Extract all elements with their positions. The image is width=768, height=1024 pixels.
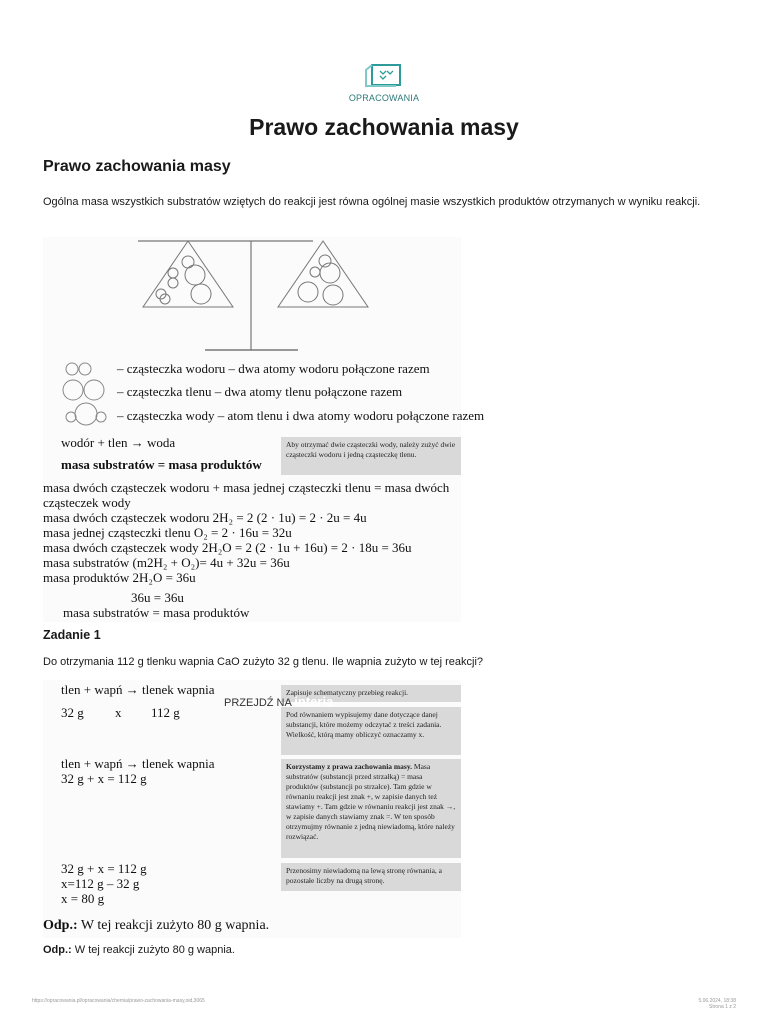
value-oxide: 112 g — [151, 705, 180, 720]
equation-line: masa substratów (m2H₂ + O₂)= 4u + 32u = 36u — [43, 555, 290, 570]
answer-label: Odp.: — [43, 918, 78, 933]
equation-line: masa dwóch cząsteczek wody 2H₂O = 2 (2 · 1u + 16u) = 2 · 18u = 36u — [43, 540, 412, 555]
note-box: Aby otrzymać dwie cząsteczki wody, należy zużyć dwie cząsteczki wodoru i jedną cząsteczkę tlenu. — [281, 437, 461, 475]
note-text: Masa substratów (substancji przed strzałką) = masa produktów (substancji po strzałce). Tam gdzie w równaniu reakcji jest znak +, w zapisie danych też stawiamy +. Tam gdzie w równaniu reakcji jest znak →, w zapisie danych stawiamy znak =. W ten sposób otrzymujmy równanie z jedną niewiadomą, które należy rozwiązać. — [286, 762, 456, 841]
opracowania-logo-icon — [362, 62, 406, 88]
equation-line: masa substratów = masa produktów — [63, 605, 250, 620]
equation-line: 32 g + x = 112 g — [61, 861, 147, 876]
overlay-label: PRZEJDŹ NA — [224, 697, 292, 709]
value-oxygen: 32 g — [61, 705, 84, 720]
legend-water: – cząsteczka wody – atom tlenu i dwa atomy wodoru połączone razem — [117, 408, 485, 423]
equation-line: 36u = 36u — [131, 590, 184, 605]
footer-meta — [698, 998, 736, 1010]
note-box: Pod równaniem wypisujemy dane dotyczące danej substancji, które możemy odczytać z treści zadania. Wielkość, którą mamy obliczyć oznaczamy x. — [281, 707, 461, 755]
value-x: x — [115, 705, 122, 720]
water-molecule-icon — [61, 401, 113, 427]
equation-line: 32 g + x = 112 g — [61, 771, 147, 786]
answer-label: Odp.: — [43, 944, 72, 956]
footer-page: Strona 1 z 2 — [709, 1004, 736, 1010]
oxygen-molecule-icon — [61, 378, 113, 402]
page-title: Prawo zachowania masy — [249, 114, 519, 140]
answer-paragraph — [43, 942, 235, 958]
equation-line: x=112 g – 32 g — [61, 876, 140, 891]
figure-mass-conservation — [43, 237, 485, 622]
note-box: Zapisuje schematyczny przebieg reakcji. — [281, 685, 461, 702]
legend-oxygen: – cząsteczka tlenu – dwa atomy tlenu połączone razem — [117, 384, 403, 399]
figure-task-solution — [43, 680, 461, 938]
note-box — [281, 759, 461, 858]
mass-rule: masa substratów = masa produktów — [61, 457, 262, 472]
scan-answer — [43, 918, 269, 934]
brand-name: OPRACOWANIA — [348, 93, 420, 103]
reaction-line: tlen + wapń → tlenek wapnia — [61, 682, 215, 697]
answer-text: W tej reakcji zużyto 80 g wapnia. — [80, 918, 270, 933]
equation-line: masa jednej cząsteczki tlenu O₂ = 2 · 16u = 32u — [43, 525, 292, 540]
hydrogen-molecule-icon — [63, 362, 113, 376]
interia-overlay-link[interactable] — [224, 694, 333, 709]
reaction-line: tlen + wapń → tlenek wapnia — [61, 756, 215, 771]
equation-line: masa produktów 2H₂O = 36u — [43, 570, 196, 585]
footer-date: 5.06.2024, 18:38 — [698, 998, 736, 1004]
task-question: Do otrzymania 112 g tlenku wapnia CaO zużyto 32 g tlenu. Ile wapnia zużyto w tej reakcji? — [43, 656, 484, 668]
note-box: Przenosimy niewiadomą na lewą stronę równania, a pozostałe liczby na drugą stronę. — [281, 863, 461, 891]
task-heading: Zadanie 1 — [43, 628, 101, 642]
section-heading: Prawo zachowania masy — [43, 158, 231, 175]
answer-text: W tej reakcji zużyto 80 g wapnia. — [74, 944, 235, 956]
footer-url[interactable]: https://opracowania.pl/opracowania/chemia/prawo-zachowania-masy,oid,3065 — [32, 998, 205, 1004]
note-bold: Korzystamy z prawa zachowania masy. — [286, 762, 413, 771]
legend-hydrogen: – cząsteczka wodoru – dwa atomy wodoru połączone razem — [117, 361, 430, 376]
equation-line: masa dwóch cząsteczek wodoru + masa jednej cząsteczki tlenu = masa dwóch — [43, 480, 450, 495]
equation-line: x = 80 g — [61, 891, 105, 906]
equation-line: cząsteczek wody — [43, 495, 131, 510]
intro-paragraph: Ogólna masa wszystkich substratów wziętych do reakcji jest równa ogólnej masie wszystkich produktów otrzymanych w wyniku reakcji. — [43, 196, 701, 208]
balance-scale-diagram — [43, 237, 461, 357]
reaction-water: wodór + tlen → woda — [61, 435, 176, 450]
equation-line: masa dwóch cząsteczek wodoru 2H₂ = 2 (2 · 1u) = 2 · 2u = 4u — [43, 510, 367, 525]
overlay-ghost-text: interia — [294, 694, 334, 709]
